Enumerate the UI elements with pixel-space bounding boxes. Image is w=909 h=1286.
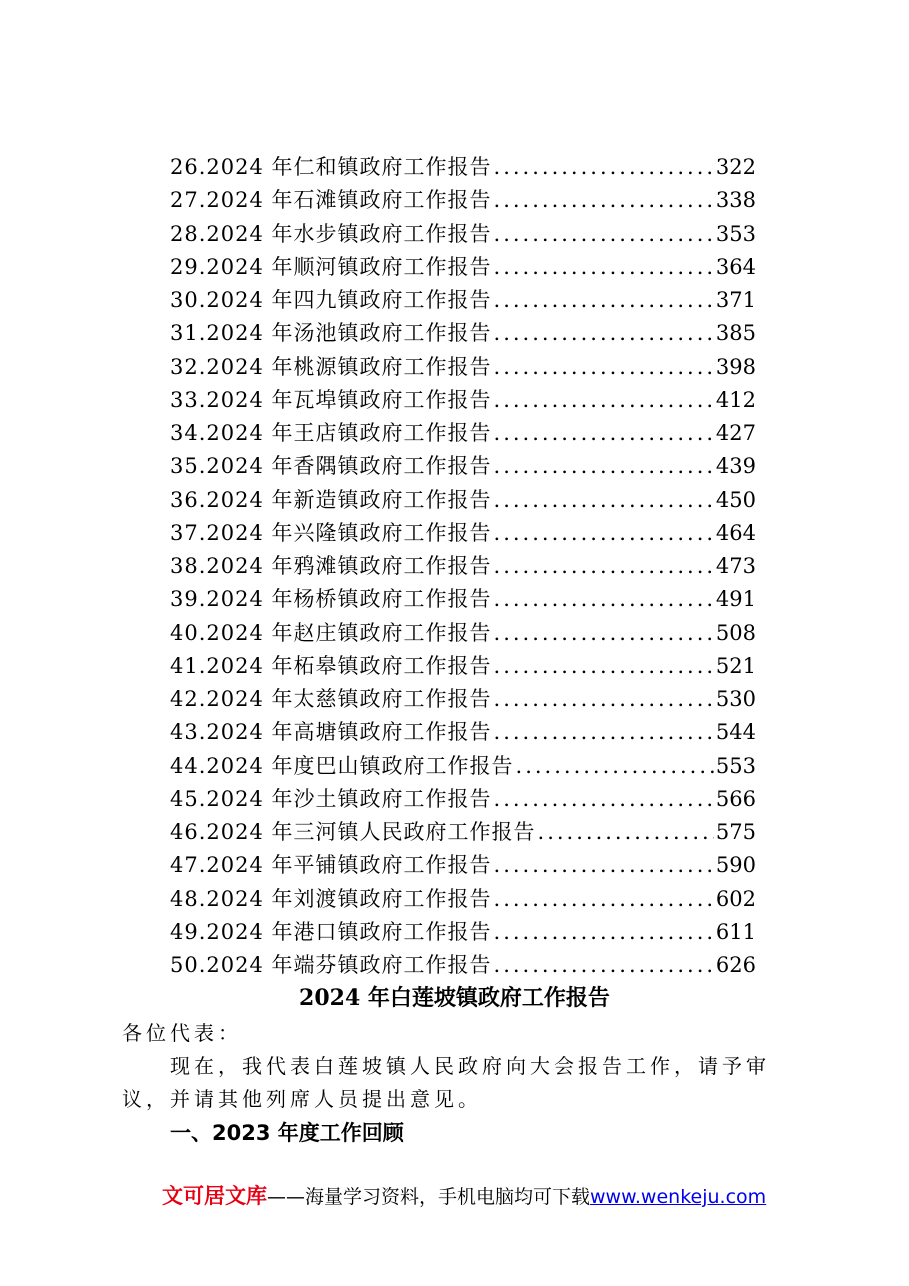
toc-leader-dots <box>494 849 714 882</box>
toc-leader-dots <box>494 550 714 583</box>
toc-leader-dots <box>494 916 714 949</box>
toc-leader-dots <box>494 683 714 716</box>
toc-entry[interactable] <box>170 617 756 650</box>
toc-entry-title: 40.2024 年赵庄镇政府工作报告 <box>170 620 492 645</box>
toc-entry[interactable] <box>170 949 756 982</box>
toc-leader-dots <box>494 583 714 616</box>
toc-leader-dots <box>494 284 714 317</box>
toc-entry-title: 42.2024 年太慈镇政府工作报告 <box>170 687 492 711</box>
toc-leader-dots <box>494 949 714 982</box>
toc-leader-dots <box>494 184 714 217</box>
footer-brand: 文可居文库 <box>162 1184 267 1208</box>
footer-text: ——海量学习资料，手机电脑均可下载 <box>267 1186 591 1208</box>
toc-entry-page: 398 <box>715 354 756 379</box>
toc-entry-title: 38.2024 年鸦滩镇政府工作报告 <box>170 554 492 578</box>
toc-leader-dots <box>494 218 714 251</box>
toc-entry-title: 48.2024 年刘渡镇政府工作报告 <box>170 886 492 911</box>
toc-entry[interactable] <box>170 517 756 550</box>
toc-entry-title: 45.2024 年沙土镇政府工作报告 <box>170 786 492 811</box>
toc-entry-page: 464 <box>715 520 756 545</box>
footer-banner <box>162 1181 766 1212</box>
toc-entry[interactable] <box>170 317 756 350</box>
toc-entry[interactable] <box>170 251 756 284</box>
toc-entry[interactable] <box>170 883 756 916</box>
toc-entry-page: 439 <box>715 454 756 479</box>
toc-entry-page: 353 <box>715 221 756 246</box>
toc-entry[interactable] <box>170 849 756 882</box>
toc-leader-dots <box>494 484 714 517</box>
toc-entry-title: 37.2024 年兴隆镇政府工作报告 <box>170 520 492 545</box>
toc-entry-page: 575 <box>715 820 756 844</box>
toc-entry-title: 41.2024 年柘皋镇政府工作报告 <box>170 653 492 678</box>
toc-entry-title: 33.2024 年瓦埠镇政府工作报告 <box>170 387 492 412</box>
toc-entry-page: 544 <box>715 720 756 745</box>
toc-entry[interactable] <box>170 550 756 583</box>
toc-entry-title: 43.2024 年高塘镇政府工作报告 <box>170 720 492 745</box>
toc-entry[interactable] <box>170 750 756 783</box>
toc-leader-dots <box>494 783 714 816</box>
toc-entry-page: 611 <box>715 919 756 944</box>
toc-entry-page: 626 <box>715 953 756 977</box>
toc-entry-page: 521 <box>715 653 756 678</box>
toc-leader-dots <box>494 517 714 550</box>
toc-entry-title: 49.2024 年港口镇政府工作报告 <box>170 919 492 944</box>
toc-entry-title: 39.2024 年杨桥镇政府工作报告 <box>170 587 492 612</box>
toc-leader-dots <box>538 816 714 849</box>
toc-entry-title: 29.2024 年顺河镇政府工作报告 <box>170 254 492 279</box>
toc-entry[interactable] <box>170 583 756 616</box>
toc-entry-title: 30.2024 年四九镇政府工作报告 <box>170 288 492 312</box>
toc-leader-dots <box>494 351 714 384</box>
toc-leader-dots <box>494 417 714 450</box>
toc-entry-title: 46.2024 年三河镇人民政府工作报告 <box>170 820 536 844</box>
toc-entry-title: 44.2024 年度巴山镇政府工作报告 <box>170 753 514 778</box>
toc-entry-page: 371 <box>715 288 756 312</box>
toc-entry-page: 364 <box>715 254 756 279</box>
toc-entry-title: 26.2024 年仁和镇政府工作报告 <box>170 155 492 179</box>
toc-entry-title: 50.2024 年端芬镇政府工作报告 <box>170 953 492 977</box>
toc-entry-page: 450 <box>715 487 756 512</box>
document-title: 2024 年白莲坡镇政府工作报告 <box>299 985 610 1011</box>
toc-entry[interactable] <box>170 284 756 317</box>
toc-leader-dots <box>494 384 714 417</box>
toc-entry[interactable] <box>170 384 756 417</box>
toc-entry-page: 590 <box>715 853 756 878</box>
toc-entry-page: 566 <box>715 786 756 811</box>
toc-entry-page: 322 <box>715 155 756 179</box>
footer-link[interactable]: www.wenkeju.com <box>590 1186 767 1208</box>
toc-entry[interactable] <box>170 650 756 683</box>
toc-entry[interactable] <box>170 783 756 816</box>
toc-entry-page: 385 <box>715 321 756 346</box>
toc-entry[interactable] <box>170 916 756 949</box>
toc-entry[interactable] <box>170 816 756 849</box>
toc-entry[interactable] <box>170 151 756 184</box>
toc-entry-title: 36.2024 年新造镇政府工作报告 <box>170 487 492 512</box>
toc-entry[interactable] <box>170 351 756 384</box>
toc-entry[interactable] <box>170 683 756 716</box>
toc-leader-dots <box>494 151 714 184</box>
toc-entry[interactable] <box>170 184 756 217</box>
toc-entry-page: 427 <box>715 421 756 445</box>
toc-entry-title: 35.2024 年香隅镇政府工作报告 <box>170 454 492 479</box>
toc-leader-dots <box>494 317 714 350</box>
section-heading: 一、2023 年度工作回顾 <box>170 1121 404 1145</box>
toc-entry[interactable] <box>170 716 756 749</box>
toc-entry-page: 473 <box>715 554 756 578</box>
toc-leader-dots <box>494 617 714 650</box>
toc-leader-dots <box>494 251 714 284</box>
toc-entry[interactable] <box>170 450 756 483</box>
toc-leader-dots <box>494 716 714 749</box>
salutation: 各位代表： <box>122 1021 242 1045</box>
toc-entry-page: 412 <box>715 387 756 412</box>
toc-leader-dots <box>494 883 714 916</box>
table-of-contents <box>170 151 756 982</box>
toc-entry-title: 27.2024 年石滩镇政府工作报告 <box>170 188 492 213</box>
toc-entry-title: 47.2024 年平铺镇政府工作报告 <box>170 853 492 878</box>
toc-entry-page: 602 <box>715 886 756 911</box>
toc-entry-page: 508 <box>715 620 756 645</box>
toc-entry-title: 34.2024 年王店镇政府工作报告 <box>170 421 492 445</box>
toc-entry[interactable] <box>170 218 756 251</box>
toc-leader-dots <box>494 650 714 683</box>
toc-leader-dots <box>516 750 714 783</box>
toc-entry[interactable] <box>170 484 756 517</box>
toc-entry-page: 530 <box>715 687 756 711</box>
toc-entry-title: 32.2024 年桃源镇政府工作报告 <box>170 354 492 379</box>
toc-entry-title: 31.2024 年汤池镇政府工作报告 <box>170 321 492 346</box>
toc-entry-page: 553 <box>715 753 756 778</box>
toc-entry-page: 338 <box>715 188 756 213</box>
opening-paragraph: 现在，我代表白莲坡镇人民政府向大会报告工作，请予审议，并请其他列席人员提出意见。 <box>122 1054 770 1111</box>
toc-entry[interactable] <box>170 417 756 450</box>
toc-entry-title: 28.2024 年水步镇政府工作报告 <box>170 221 492 246</box>
toc-entry-page: 491 <box>715 587 756 612</box>
toc-leader-dots <box>494 450 714 483</box>
